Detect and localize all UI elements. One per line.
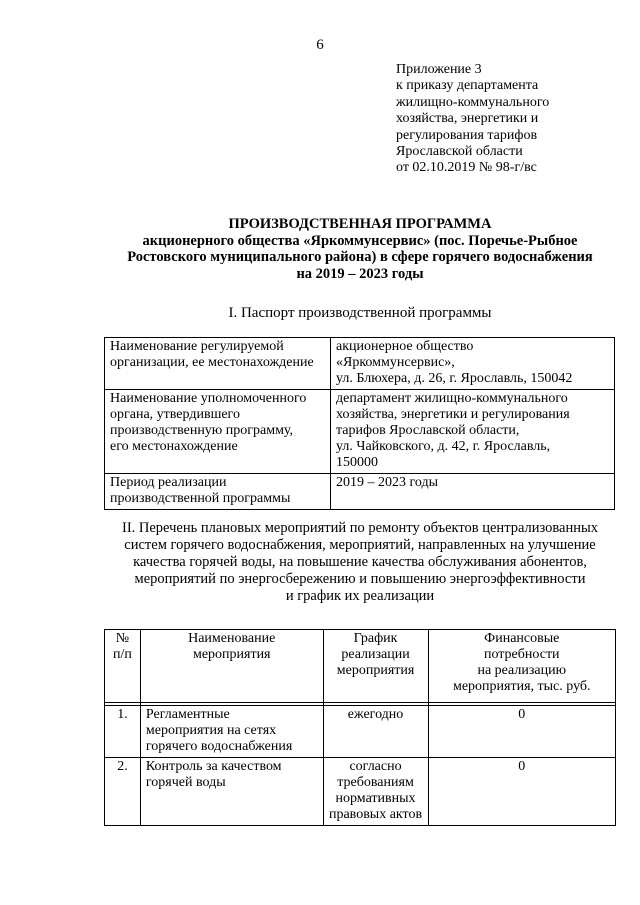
title-line: акционерного общества «Яркоммунсервис» (пос. Поречье-Рыбное xyxy=(142,232,578,249)
passport-row xyxy=(105,390,615,474)
cell-line: производственной программы xyxy=(110,491,291,506)
annex-line: хозяйства, энергетики и xyxy=(396,111,539,127)
column-header-schedule xyxy=(323,630,428,703)
cell-line: требованиям xyxy=(337,775,414,790)
cell-line: мероприятия на сетях xyxy=(145,723,277,738)
cost-cell: 0 xyxy=(428,706,615,758)
schedule-cell xyxy=(323,758,428,826)
heading-line: качества горячей воды, на повышение качества обслуживания абонентов, xyxy=(133,553,587,570)
cell-line: тарифов Ярославской области, xyxy=(336,423,520,438)
passport-row xyxy=(105,338,615,390)
row-number: 2. xyxy=(105,758,141,826)
section2-heading xyxy=(60,520,640,605)
cell-line: согласно xyxy=(349,759,402,774)
annex-line: регулирования тарифов xyxy=(396,127,538,143)
heading-line: и график их реализации xyxy=(285,587,435,604)
passport-value-cell xyxy=(331,474,615,510)
passport-row xyxy=(105,474,615,510)
cell-line: акционерное общество xyxy=(336,339,474,354)
cell-line: Наименование xyxy=(188,631,276,646)
table-row xyxy=(105,758,616,826)
cell-line: горячей воды xyxy=(145,775,226,790)
cell-line: График xyxy=(353,631,398,646)
cell-line: департамент жилищно-коммунального xyxy=(336,391,568,406)
cell-line: ежегодно xyxy=(347,707,404,722)
heading-line: мероприятий по энергосбережению и повышению энергоэффективности xyxy=(134,570,586,587)
passport-label-cell xyxy=(105,338,331,390)
passport-value-cell xyxy=(331,390,615,474)
activity-name-cell xyxy=(140,706,323,758)
cell-line: Контроль за качеством xyxy=(145,759,282,774)
cell-line: на реализацию xyxy=(477,663,567,678)
cell-line: 150000 xyxy=(336,455,378,470)
column-header-cost xyxy=(428,630,615,703)
cell-line: органа, утвердившего xyxy=(110,407,240,422)
title-line: на 2019 – 2023 годы xyxy=(296,265,424,282)
cell-line: организации, ее местонахождение xyxy=(110,355,314,370)
title-line: Ростовского муниципального района) в сфере горячего водоснабжения xyxy=(127,249,593,266)
heading-line: систем горячего водоснабжения, мероприятий, направленных на улучшение xyxy=(124,536,596,553)
passport-label-cell xyxy=(105,390,331,474)
cell-line: потребности xyxy=(483,647,560,662)
schedule-cell xyxy=(323,706,428,758)
cell-line: 2019 – 2023 годы xyxy=(336,475,439,490)
cell-line: мероприятия, тыс. руб. xyxy=(452,679,591,694)
cell-line: Наименование регулируемой xyxy=(110,339,284,354)
cell-line: № xyxy=(115,631,130,646)
cell-line: ул. Чайковского, д. 42, г. Ярославль, xyxy=(336,439,551,454)
cell-line: Финансовые xyxy=(484,631,560,646)
annex-line: Приложение 3 xyxy=(396,62,482,77)
cell-line: Регламентные xyxy=(145,707,230,722)
annex-line: от 02.10.2019 № 98-г/вс xyxy=(396,160,537,176)
column-header-num xyxy=(105,630,141,703)
title-line: ПРОИЗВОДСТВЕННАЯ ПРОГРАММА xyxy=(228,216,492,232)
cost-cell: 0 xyxy=(428,758,615,826)
document-title xyxy=(60,216,640,282)
section1-heading: I. Паспорт производственной программы xyxy=(228,305,492,321)
passport-table xyxy=(104,337,615,510)
annex-block xyxy=(396,62,626,177)
passport-value-cell xyxy=(331,338,615,390)
activity-name-cell xyxy=(140,758,323,826)
heading-line: II. Перечень плановых мероприятий по ремонту объектов централизованных xyxy=(121,520,599,536)
cell-line: Наименование уполномоченного xyxy=(110,391,307,406)
cell-line: нормативных xyxy=(335,791,416,806)
plan-table xyxy=(104,629,616,826)
table-row xyxy=(105,706,616,758)
cell-line: ул. Блюхера, д. 26, г. Ярославль, 150042 xyxy=(336,371,573,386)
cell-line: Период реализации xyxy=(110,475,227,490)
page-number: 6 xyxy=(316,37,324,53)
cell-line: мероприятия xyxy=(336,663,415,678)
annex-line: к приказу департамента xyxy=(396,78,539,94)
cell-line: его местонахождение xyxy=(110,439,238,454)
cell-line: горячего водоснабжения xyxy=(145,739,293,754)
cell-line: производственную программу, xyxy=(110,423,294,438)
annex-line: жилищно-коммунального xyxy=(396,94,550,110)
column-header-name xyxy=(140,630,323,703)
cell-line: правовых актов xyxy=(328,807,423,822)
plan-header-row xyxy=(105,630,616,703)
passport-label-cell xyxy=(105,474,331,510)
cell-line: «Яркоммунсервис», xyxy=(336,355,455,370)
cell-line: реализации xyxy=(341,647,410,662)
row-number: 1. xyxy=(105,706,141,758)
cell-line: мероприятия xyxy=(192,647,271,662)
cell-line: хозяйства, энергетики и регулирования xyxy=(336,407,570,422)
annex-line: Ярославской области xyxy=(396,144,523,160)
cell-line: п/п xyxy=(113,647,132,662)
